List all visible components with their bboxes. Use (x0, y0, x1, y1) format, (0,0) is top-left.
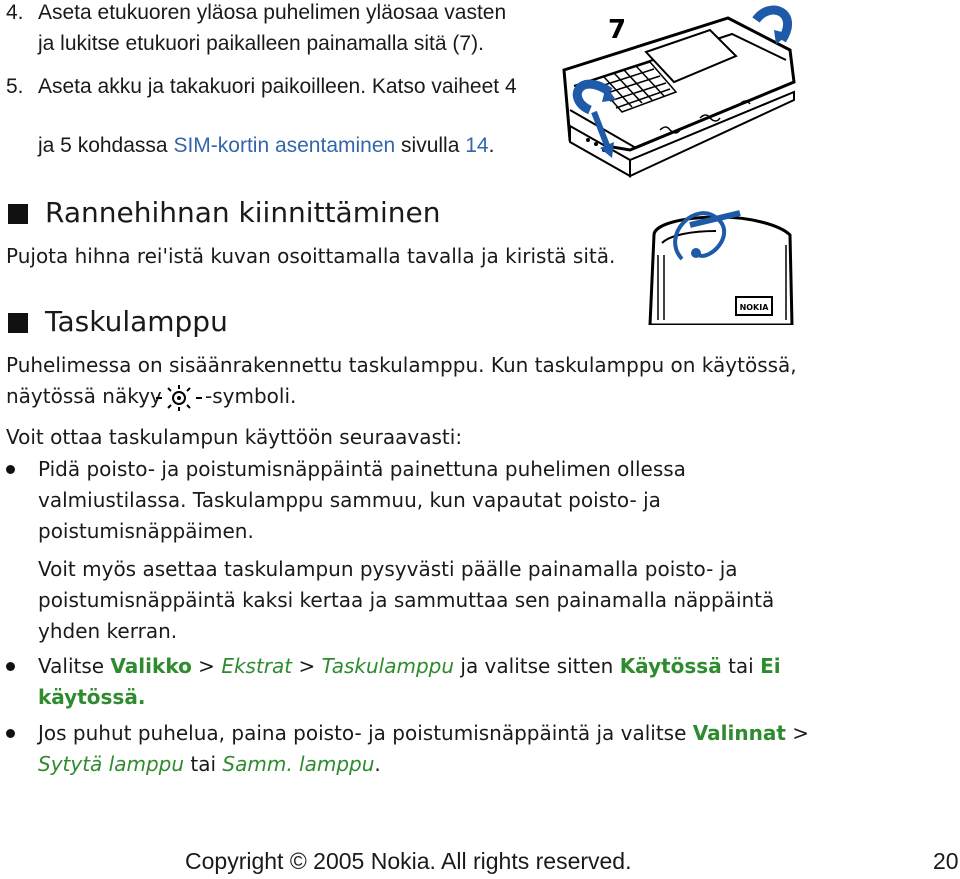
section-marker (8, 204, 28, 224)
flashlight-p2: Voit ottaa taskulampun käyttöön seuraavasti: (6, 425, 463, 449)
step4-line2: ja lukitse etukuori paikalleen painamalla sitä (7). (38, 32, 484, 55)
strap-illustration (640, 195, 800, 325)
option-ei-kaytossa: käytössä (38, 685, 138, 709)
bullet1-line2: valmiustilassa. Taskulamppu sammuu, kun vapautat poisto- ja (38, 488, 661, 512)
bullet (6, 729, 15, 738)
bullet (6, 662, 15, 671)
page-ref-link[interactable]: 14 (465, 134, 489, 157)
option-kaytossa: Käytössä (619, 654, 722, 678)
menu-ekstrat: Ekstrat (221, 654, 293, 678)
strap-body: Pujota hihna rei'istä kuvan osoittamalla tavalla ja kiristä sitä. (6, 244, 616, 268)
step5-line1: Aseta akku ja takakuori paikoilleen. Katso vaiheet 4 (38, 75, 517, 98)
step4-line1: Aseta etukuoren yläosa puhelimen yläosaa vasten (38, 1, 507, 24)
sim-card-link[interactable]: SIM-kortin asentaminen (173, 134, 396, 157)
strap-heading: Rannehihnan kiinnittäminen (45, 196, 441, 229)
bullet1-line3: poistumisnäppäimen. (38, 519, 254, 543)
menu-taskulamppu: Taskulamppu (321, 654, 455, 678)
option-samm-lamppu: Samm. lamppu (222, 752, 375, 776)
flashlight-heading: Taskulamppu (45, 305, 228, 338)
menu-valikko: Valikko (110, 654, 192, 678)
bullet3-line2: Sytytä lamppu tai Samm. lamppu. (38, 752, 381, 776)
phone-cover-illustration (550, 0, 800, 185)
section-marker (8, 313, 28, 333)
figure-label: 7 (608, 15, 627, 45)
bullet (6, 465, 15, 474)
flashlight-icon (156, 385, 202, 411)
bullet3-line1: Jos puhut puhelua, paina poisto- ja poistumisnäppäintä ja valitse Valinnat > (38, 721, 809, 745)
option-valinnat: Valinnat (692, 721, 786, 745)
bullet1-p2-line2: poistumisnäppäintä kaksi kertaa ja sammuttaa sen painamalla näppäintä (38, 588, 775, 612)
step4-number: 4. (6, 1, 24, 24)
bullet2-line1: Valitse Valikko > Ekstrat > Taskulamppu ja valitse sitten Käytössä tai Ei (38, 654, 781, 678)
flashlight-p1-line2: näytössä näkyy (6, 384, 162, 408)
option-ei: Ei (760, 654, 781, 678)
copyright: Copyright © 2005 Nokia. All rights reserved. (185, 848, 632, 874)
option-sytyta-lamppu: Sytytä lamppu (38, 752, 185, 776)
nokia-badge-text: NOKIA (739, 303, 769, 312)
flashlight-p1-line1: Puhelimessa on sisäänrakennettu taskulamppu. Kun taskulamppu on käytössä, (6, 353, 797, 377)
flashlight-p1-line2-post: -symboli. (205, 384, 297, 408)
bullet1-p2-line3: yhden kerran. (38, 619, 178, 643)
step5-number: 5. (6, 75, 24, 98)
bullet1-p2-line1: Voit myös asettaa taskulampun pysyvästi päälle painamalla poisto- ja (38, 557, 738, 581)
page-number: 20 (933, 848, 959, 874)
step5-line2: ja 5 kohdassa SIM-kortin asentaminen sivulla 14. (38, 134, 495, 157)
bullet1-line1: Pidä poisto- ja poistumisnäppäintä painettuna puhelimen ollessa (38, 457, 686, 481)
bullet2-line2: käytössä. (38, 685, 146, 709)
